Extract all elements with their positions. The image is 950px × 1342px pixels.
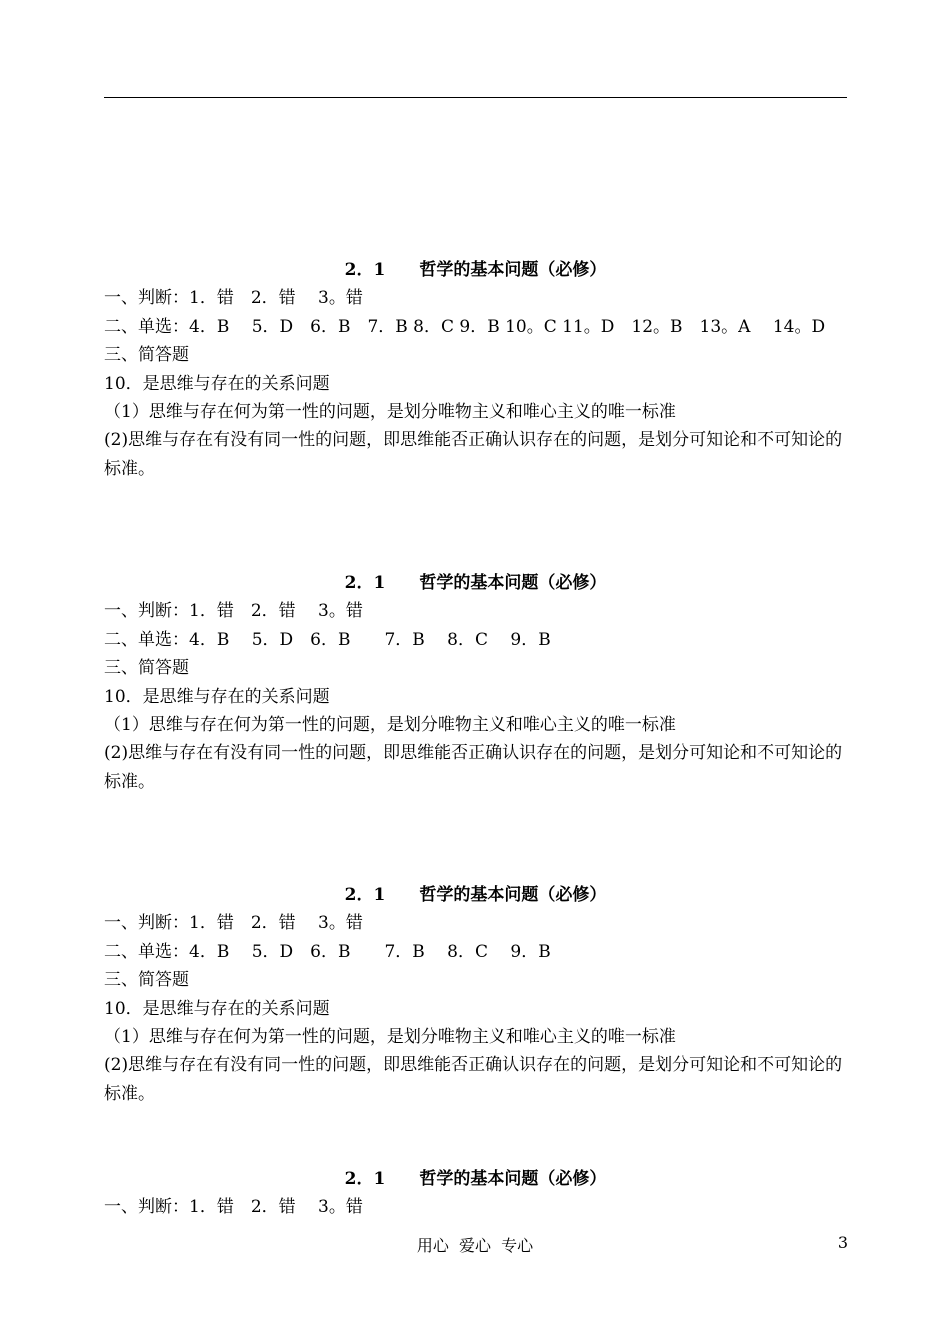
answer-point-1: （1）思维与存在何为第一性的问题，是划分唯物主义和唯心主义的唯一标准	[104, 401, 676, 422]
single-choice-answers: 二、单选：4．B 5．D 6．B 7．B 8．C 9．B 10。C 11。D 12。B 13。A 14。D	[104, 316, 826, 337]
footer-motto: 用心 爱心 专心	[416, 1236, 534, 1255]
true-false-answers: 一、判断：1．错 2．错 3。错	[104, 913, 363, 934]
question-10-answer: 10．是思维与存在的关系问题	[104, 373, 330, 394]
question-10-answer: 10．是思维与存在的关系问题	[104, 686, 330, 707]
section-title: 2．1 哲学的基本问题（必修）	[344, 1169, 607, 1189]
true-false-answers: 一、判断：1．错 2．错 3。错	[104, 601, 363, 622]
section-title: 2．1 哲学的基本问题（必修）	[344, 260, 607, 280]
answer-point-1: （1）思维与存在何为第一性的问题，是划分唯物主义和唯心主义的唯一标准	[104, 714, 676, 735]
answer-section-1	[104, 256, 847, 483]
short-answer-heading: 三、简答题	[104, 345, 189, 366]
single-choice-answers: 二、单选：4．B 5．D 6．B 7．B 8．C 9．B	[104, 629, 551, 650]
true-false-answers: 一、判断：1．错 2．错 3。错	[104, 1197, 363, 1218]
answer-section-4	[104, 1165, 847, 1222]
single-choice-answers: 二、单选：4．B 5．D 6．B 7．B 8．C 9．B	[104, 941, 551, 962]
section-title: 2．1 哲学的基本问题（必修）	[344, 885, 607, 905]
answer-point-1: （1）思维与存在何为第一性的问题，是划分唯物主义和唯心主义的唯一标准	[104, 1026, 676, 1047]
section-title: 2．1 哲学的基本问题（必修）	[344, 573, 607, 593]
answer-section-3	[104, 881, 847, 1108]
true-false-answers: 一、判断：1．错 2．错 3。错	[104, 288, 363, 309]
short-answer-heading: 三、简答题	[104, 658, 189, 679]
short-answer-heading: 三、简答题	[104, 970, 189, 991]
answer-section-2	[104, 569, 847, 796]
answer-point-2: (2)思维与存在有没有同一性的问题，即思维能否正确认识存在的问题，是划分可知论和不可知论的标准。	[104, 1055, 843, 1104]
answer-point-2: (2)思维与存在有没有同一性的问题，即思维能否正确认识存在的问题，是划分可知论和不可知论的标准。	[104, 430, 843, 479]
answer-point-2: (2)思维与存在有没有同一性的问题，即思维能否正确认识存在的问题，是划分可知论和不可知论的标准。	[104, 743, 843, 792]
question-10-answer: 10．是思维与存在的关系问题	[104, 998, 330, 1019]
page-number: 3	[837, 1233, 848, 1252]
header-rule	[104, 97, 847, 98]
